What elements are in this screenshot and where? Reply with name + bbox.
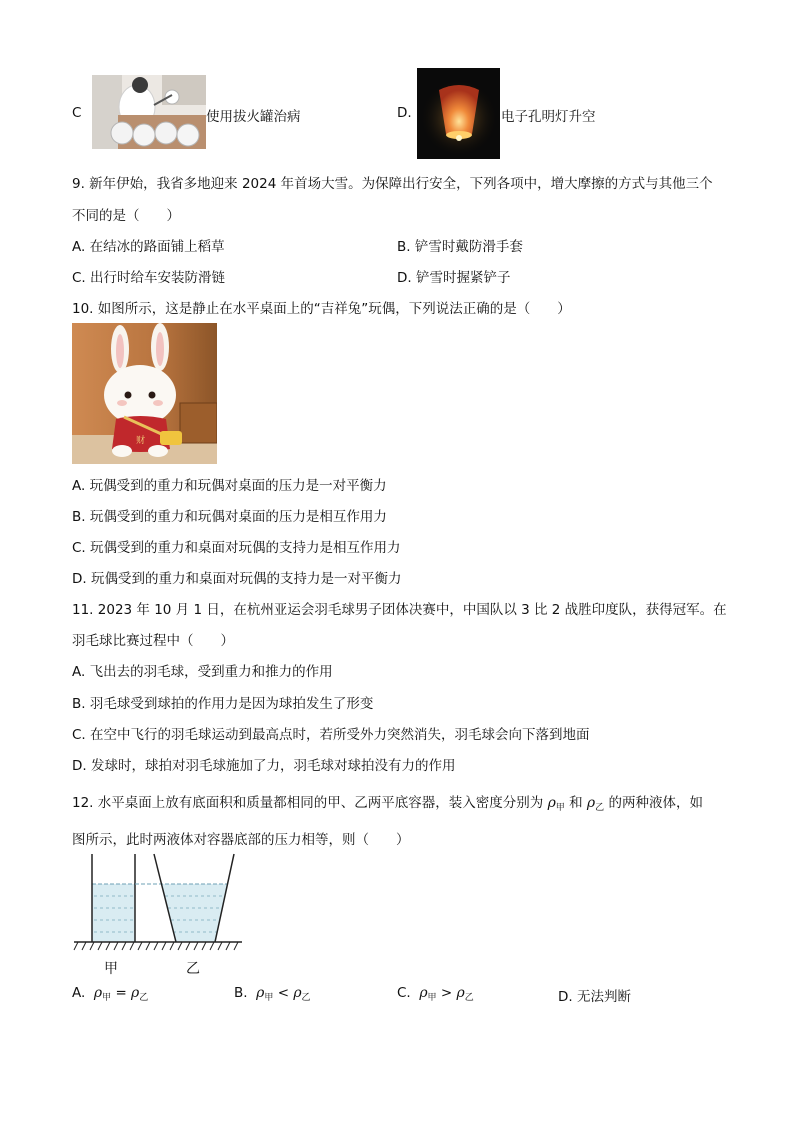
q11-stem-line2: 羽毛球比赛过程中（ ） [72,633,234,649]
q12-stem-part3: 的两种液体，如 [608,795,703,811]
q9-option-b: B. 铲雪时戴防滑手套 [397,239,523,255]
q9-option-d: D. 铲雪时握紧铲子 [397,270,511,286]
q9-stem-line2: 不同的是（ ） [72,208,180,224]
option-d-text: 电子孔明灯升空 [501,109,596,125]
q11-option-b: B. 羽毛球受到球拍的作用力是因为球拍发生了形变 [72,696,374,712]
q12-stem-line1 [72,791,703,813]
container-label-yi: 乙 [186,961,200,977]
rabbit-toy-photo [72,323,217,464]
q12-stem-line2: 图所示，此时两液体对容器底部的压力相等，则（ ） [72,832,410,848]
q12-stem-part2: 和 [569,795,583,811]
q10-option-d: D. 玩偶受到的重力和桌面对玩偶的支持力是一对平衡力 [72,571,402,587]
q9-option-a: A. 在结冰的路面铺上稻草 [72,239,225,255]
option-d-label: D. [397,105,412,121]
q9-option-c: C. 出行时给车安装防滑链 [72,270,226,286]
q10-option-a: A. 玩偶受到的重力和玩偶对桌面的压力是一对平衡力 [72,478,387,494]
container-label-jia: 甲 [104,961,118,977]
q9-stem-line1: 9. 新年伊始，我省多地迎来 2024 年首场大雪。为保障出行安全，下列各项中，增大摩擦的方式与其他三个 [72,176,713,192]
q12-option-c: C. $\rho_甲 > \rho_乙$ [397,985,474,1003]
q11-option-d: D. 发球时，球拍对羽毛球施加了力，羽毛球对球拍没有力的作用 [72,758,456,774]
rho-jia-symbol: $\rho_甲$ [547,795,565,813]
option-c-text: 使用拔火罐治病 [206,109,301,125]
q12-option-d: D. 无法判断 [558,989,631,1005]
rho-yi-symbol: $\rho_乙$ [586,795,605,813]
q10-option-c: C. 玩偶受到的重力和桌面对玩偶的支持力是相互作用力 [72,540,401,556]
option-c-label: C [72,105,82,121]
cupping-photo [92,75,206,149]
q12-option-a: A. $\rho_甲 = \rho_乙$ [72,985,149,1003]
q11-option-c: C. 在空中飞行的羽毛球运动到最高点时，若所受外力突然消失，羽毛球会向下落到地面 [72,727,590,743]
q10-option-b: B. 玩偶受到的重力和玩偶对桌面的压力是相互作用力 [72,509,387,525]
toy-shirt-char: 财 [136,436,146,446]
containers-diagram [72,852,244,954]
q11-stem-line1: 11. 2023 年 10 月 1 日，在杭州亚运会羽毛球男子团体决赛中，中国队以 3 比 2 战胜印度队，获得冠军。在 [72,602,727,618]
sky-lantern-photo [417,68,500,159]
q11-option-a: A. 飞出去的羽毛球，受到重力和推力的作用 [72,664,333,680]
q12-option-b: B. $\rho_甲 < \rho_乙$ [234,985,311,1003]
q12-stem-part1: 12. 水平桌面上放有底面积和质量都相同的甲、乙两平底容器，装入密度分别为 [72,795,544,811]
q10-stem: 10. 如图所示，这是静止在水平桌面上的“吉祥兔”玩偶，下列说法正确的是（ ） [72,301,571,317]
